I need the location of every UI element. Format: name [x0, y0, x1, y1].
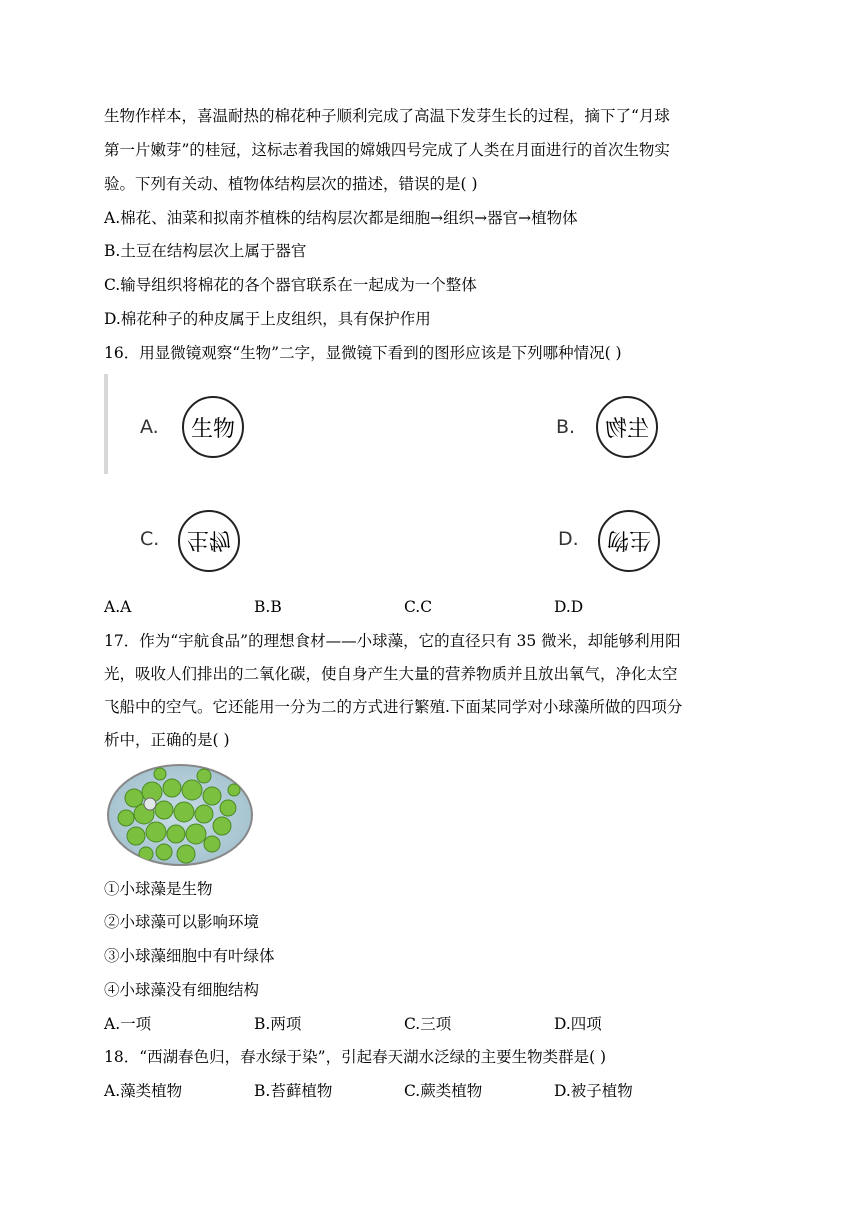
figure-label-a: A.: [140, 416, 159, 438]
q17-statement-2: ②小球藻可以影响环境: [104, 913, 260, 931]
figure-border-bar: [104, 374, 108, 474]
q15-option-a: A.棉花、油菜和拟南芥植株的结构层次都是细胞→组织→器官→植物体: [104, 209, 578, 227]
q18-stem: 18．“西湖春色归，春水绿于染”，引起春天湖水泛绿的主要生物类群是( ): [104, 1048, 607, 1066]
q17-option-a: A.一项: [104, 1015, 152, 1033]
q17-stem-line-2: 光，吸收人们排出的二氧化碳，使自身产生大量的营养物质并且放出氧气，净化太空: [104, 665, 678, 683]
q18-option-c: C.蕨类植物: [404, 1082, 483, 1100]
q17-statement-4: ④小球藻没有细胞结构: [104, 981, 260, 999]
figure-label-b: B.: [556, 416, 576, 438]
figure-label-c: C.: [140, 528, 160, 550]
lens-d: [598, 510, 660, 572]
q17-options: [104, 1014, 744, 1034]
q17-option-c: C.三项: [404, 1015, 452, 1033]
q15-stem-line-1: 生物作样本，喜温耐热的棉花种子顺利完成了高温下发芽生长的过程，摘下了“月球: [104, 107, 670, 125]
q15-option-d: D.棉花种子的种皮属于上皮组织，具有保护作用: [104, 310, 431, 328]
q16-option-a: A.A: [104, 598, 132, 616]
lens-b: [596, 396, 658, 458]
lens-d-text: 生物: [606, 526, 651, 552]
lens-c-text: 生物: [186, 526, 231, 552]
q16-options: [104, 597, 744, 617]
q18-option-b: B.苔藓植物: [254, 1082, 333, 1100]
q15-stem-line-2: 第一片嫩芽”的桂冠，这标志着我国的嫦娥四号完成了人类在月面进行的首次生物实: [104, 141, 670, 159]
q17-option-b: B.两项: [254, 1015, 302, 1033]
q17-stem-line-4: 析中，正确的是( ): [104, 731, 230, 749]
q18-options: [104, 1081, 744, 1101]
q15-option-c: C.输导组织将棉花的各个器官联系在一起成为一个整体: [104, 276, 477, 294]
q16-option-d: D.D: [554, 598, 584, 616]
microscope-options-figure: [120, 380, 720, 590]
q15-option-b: B.土豆在结构层次上属于器官: [104, 242, 307, 260]
q18-option-d: D.被子植物: [554, 1082, 633, 1100]
q17-stem-line-1: 17．作为“宇航食品”的理想食材——小球藻，它的直径只有 35 微米，却能够利用阳: [104, 632, 681, 650]
q17-statement-3: ③小球藻细胞中有叶绿体: [104, 947, 275, 965]
lens-b-text: 生物: [604, 416, 649, 442]
chlorella-micrograph: [104, 758, 256, 868]
q17-stem-line-3: 飞船中的空气。它还能用一分为二的方式进行繁殖.下面某同学对小球藻所做的四项分: [104, 698, 683, 716]
q15-stem-line-3: 验。下列有关动、植物体结构层次的描述，错误的是( ): [104, 175, 478, 193]
q16-option-c: C.C: [404, 598, 433, 616]
lens-c: [178, 510, 240, 572]
q17-option-d: D.四项: [554, 1015, 602, 1033]
q16-option-b: B.B: [254, 598, 282, 616]
lens-a: [182, 396, 244, 458]
q17-statement-1: ①小球藻是生物: [104, 880, 213, 898]
lens-a-text: 生物: [190, 416, 235, 442]
chlorella-image: [104, 758, 256, 868]
q18-option-a: A.藻类植物: [104, 1082, 183, 1100]
figure-label-d: D.: [558, 528, 579, 550]
q16-stem: 16．用显微镜观察“生物”二字，显微镜下看到的图形应该是下列哪种情况( ): [104, 344, 622, 362]
